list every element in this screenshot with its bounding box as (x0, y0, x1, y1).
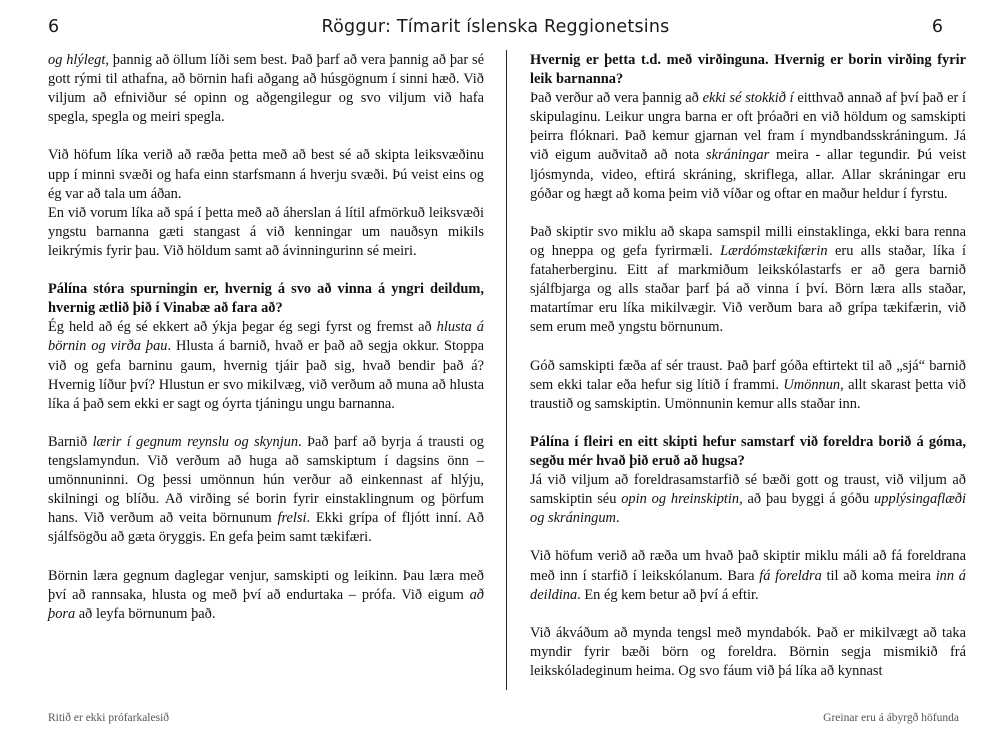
page-header (48, 14, 943, 42)
emphasis-text: fá foreldra (759, 567, 822, 584)
paragraph: Barnið lærir í gegnum reynslu og skynjun. Það þarf að byrja á trausti og tengslamyndun. Við verðum að huga að samskiptum í dagsins önn – umönnuninni. Og þessi umönnun hún verður að einkennast af hlýju, skilningi og blíðu. Að virðing sé borin fyrir einstaklingnum og þörfum hans. Við verðum að veita börnunum frelsi. Ekki grípa of fljótt inní. Að sjálfsögðu að gæta öryggis. En gefa þeim samt tækifæri. (48, 433, 485, 546)
interview-question: Hvernig er þetta t.d. með virðinguna. Hvernig er borin virðing fyrir leik barnanna? (530, 52, 966, 88)
emphasis-text: skráningar (706, 147, 770, 164)
emphasis-text: að þora (48, 586, 484, 622)
emphasis-text: lærir í gegnum reynslu og skynjun (92, 433, 299, 450)
emphasis-text: inn á deildina (530, 567, 966, 603)
emphasis-text: Lærdómstækifærin (720, 242, 828, 259)
paragraph: Ég held að ég sé ekkert að ýkja þegar ég segi fyrst og fremst að hlusta á börnin og virða þau. Hlusta á barnið, hvað er það að segja okkur. Stoppa við og gefa barninu gaum, hvernig tjáir það sig, hvað bendir það á? Hvernig líður því? Hlustun er svo mikilvæg, við verðum að muna að hlusta líka á það sem ekki er sagt og óyrta tjáningu ungu barnanna. (48, 319, 484, 412)
emphasis-text: Umönnun (783, 376, 841, 393)
right-column (530, 51, 966, 700)
emphasis-text: og hlýlegt (48, 52, 106, 68)
paragraph: og hlýlegt, þannig að öllum líði sem best. Það þarf að vera þannig að þar sé gott rými til athafna, að börnin hafi aðgang að húsgögnum í sinni hæð. Við viljum að efniviður sé opinn og aðgengilegur og svo viljum við hafa spegla, spegla og meiri spegla. (48, 52, 485, 126)
paragraph: Góð samskipti fæða af sér traust. Það þarf góða eftirtekt til að „sjá“ barnið sem ekki talar eða hefur sig lítið í frammi. Umönnun, allt skarast þetta við traustið og samskiptin. Umönnunin kemur alls staðar inn. (530, 357, 967, 412)
page-number-left: 6 (48, 17, 60, 37)
paragraph: Við höfum verið að ræða um hvað það skiptir miklu máli að fá foreldrana með inn í starfið í leikskólanum. Bara fá foreldra til að koma meira inn á deildina. En ég kem betur að því á eftir. (530, 548, 966, 603)
paragraph: Já við viljum að foreldrasamstarfið sé bæði gott og traust, við viljum að samskiptin séu opin og hreinskiptin, að þau byggi á góðu upplýsingaflæði og skráningum. (530, 472, 966, 527)
paragraph: Það skiptir svo miklu að skapa samspil milli einstaklinga, ekki bara renna og hneppa og gefa fyrirmæli. Lærdómstækifærin eru alls staðar, líka í fataherberginu. Eitt af markmiðum leikskólastarfs er að gera barnið sjálfbjarga og alls staðar þarf þá að vinna í því. Börn læra alls staðar, matartímar eru líka mikilvægir. Við verðum bara að grípa tækifærin, við sem erum með yngstu börnunum. (530, 223, 967, 336)
emphasis-text: upplýsingaflæði og skráningum (530, 491, 966, 527)
footer-note-left: Ritið er ekki prófarkalesið (48, 712, 170, 724)
paragraph: Við höfum líka verið að ræða þetta með að best sé að skipta leiksvæðinu upp í minni svæði og hafa einn starfsmann á hverju svæði. Þú veist eins og ég var að tala um áðan. (48, 147, 484, 202)
interview-question: Pálína í fleiri en eitt skipti hefur samstarf við foreldra borið á góma, segðu mér hvað þið eruð að hugsa? (530, 433, 966, 469)
footer-note-right: Greinar eru á ábyrgð höfunda (823, 712, 959, 724)
paragraph: Það verður að vera þannig að ekki sé stokkið í eitthvað annað af því það er í skipulaginu. Leikur ungra barna er oft þróaðri en við höldum og samskipti þeirra flóknari. Það kemur gjarnan vel fram í myndbandsskráningum. Já við eigum auðvitað að nota skráningar meira - allar tegundir. Þú veist ljósmynda, video, eftirá skráning, skriflega, allar. Allar skráningar eru góðar og hægt að koma þeim við víðar og oftar en maður heldur í fyrstu. (530, 90, 966, 202)
page-number-right: 6 (931, 17, 943, 37)
emphasis-text: opin og hreinskiptin, (621, 491, 743, 508)
column-divider (506, 50, 507, 690)
paragraph: En við vorum líka að spá í þetta með að áherslan á lítil afmörkuð leiksvæði yngstu barnanna gæti stangast á við kenningar um nauðsyn mikils leikrýmis fyrir þau. Við höldum samt að ávinningurinn sé meiri. (48, 204, 484, 259)
left-column (48, 51, 484, 643)
paragraph: Börnin læra gegnum daglegar venjur, samskipti og leikinn. Þau læra með því að rannsaka, hlusta og með því að endurtaka – prófa. Við eigum að þora að leyfa börnunum það. (48, 567, 484, 622)
emphasis-text: ekki sé stokkið í (702, 90, 794, 107)
emphasis-text: frelsi (277, 510, 307, 527)
journal-title: Röggur: Tímarit íslenska Reggionetsins (321, 17, 670, 37)
emphasis-text: hlusta á börnin og virða þau (48, 319, 484, 355)
paragraph: Við ákváðum að mynda tengsl með myndabók. Það er mikilvægt að taka myndir fyrir bæði börn og foreldra. Börnin segja mismikið frá leikskóladeginum heima. Og svo fáum við þá líka að kynnast (530, 624, 966, 679)
interview-question: Pálína stóra spurningin er, hvernig á svo að vinna á yngri deildum, hvernig ætlið þið í Vinabæ að fara að? (48, 281, 484, 317)
